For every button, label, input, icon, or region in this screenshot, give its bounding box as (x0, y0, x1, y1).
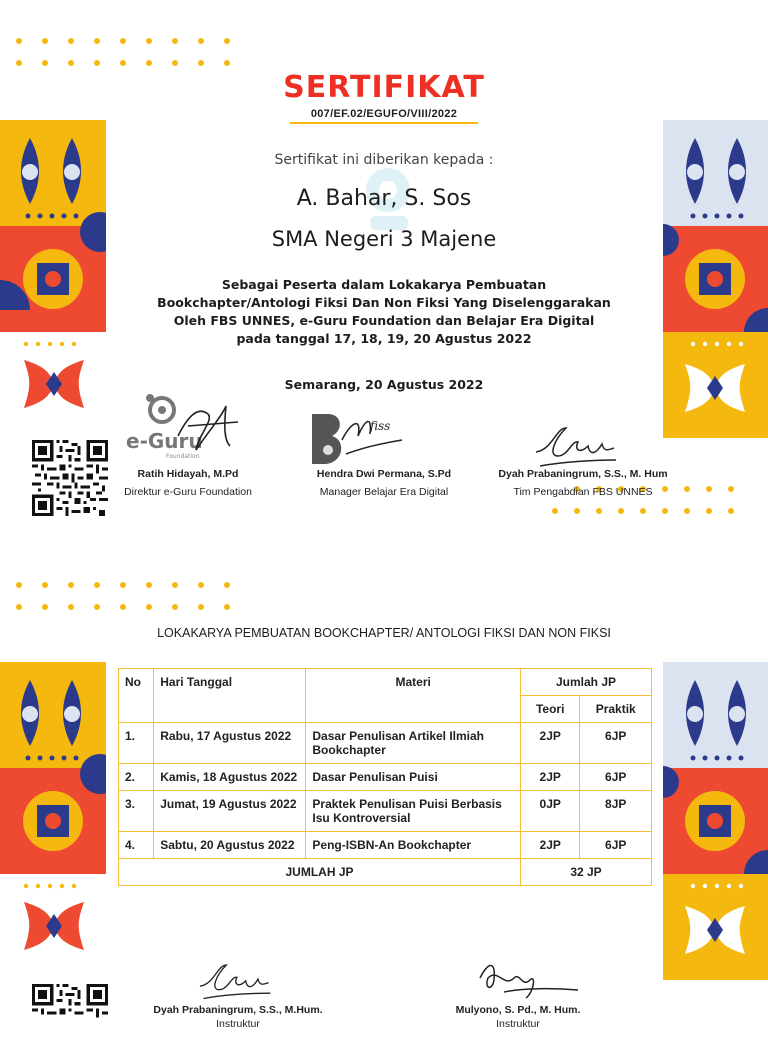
description-line: pada tanggal 17, 18, 19, 20 Agustus 2022 (236, 331, 532, 346)
description-line: Bookchapter/Antologi Fiksi Dan Non Fiksi Yang Diselenggarakan (157, 295, 611, 310)
decor-dots-top-left (16, 38, 230, 66)
watermark-logo (340, 150, 440, 290)
instructor-name: Dyah Prabaningrum, S.S., M.Hum. (153, 1004, 323, 1016)
total-value: 32 JP (521, 859, 652, 886)
instructor-signature-1 (196, 958, 276, 1002)
table-header-row (119, 669, 652, 696)
table-row (119, 791, 652, 832)
cell-practice: 6JP (580, 723, 652, 764)
signatory-name: Ratih Hidayah, M.Pd (137, 468, 239, 480)
schedule-page (0, 560, 768, 1030)
signature-1 (168, 396, 248, 462)
qr-code (32, 440, 108, 516)
signatory-role: Manager Belajar Era Digital (319, 486, 449, 498)
instructor-2 (418, 1004, 618, 1030)
cell-practice: 6JP (580, 764, 652, 791)
col-header-jp: Jumlah JP (521, 669, 652, 696)
place-date: Semarang, 20 Agustus 2022 (284, 377, 484, 392)
instructor-1 (138, 1004, 338, 1030)
col-header-material: Materi (306, 669, 521, 723)
cell-theory: 0JP (521, 791, 580, 832)
cell-date: Sabtu, 20 Agustus 2022 (154, 832, 306, 859)
table-row (119, 764, 652, 791)
cell-no: 3. (119, 791, 154, 832)
cell-date: Jumat, 19 Agustus 2022 (154, 791, 306, 832)
table-total-row (119, 859, 652, 886)
signatory-1 (100, 468, 276, 498)
cell-theory: 2JP (521, 723, 580, 764)
svg-text:e-Guru: e-Guru (126, 429, 203, 453)
cell-theory: 2JP (521, 764, 580, 791)
recipient-name: A. Bahar, S. Sos (296, 186, 472, 211)
col-header-theory: Teori (521, 696, 580, 723)
svg-text:Foundation: Foundation (166, 453, 200, 460)
signatory-name: Dyah Prabaningrum, S.S., M. Hum (498, 468, 668, 480)
signatory-3 (486, 468, 680, 498)
cell-material: Dasar Penulisan Artikel Ilmiah Bookchapter (306, 723, 521, 764)
instructor-name: Mulyono, S. Pd., M. Hum. (455, 1004, 581, 1016)
col-header-practice: Praktik (580, 696, 652, 723)
signatory-role: Tim Pengabdian FBS UNNES (513, 486, 653, 498)
cell-no: 1. (119, 723, 154, 764)
cell-practice: 8JP (580, 791, 652, 832)
schedule-title: LOKAKARYA PEMBUATAN BOOKCHAPTER/ ANTOLOGI FIKSI DAN NON FIKSI (157, 626, 611, 640)
col-header-no: No (119, 669, 154, 723)
recipient-school: SMA Negeri 3 Majene (271, 227, 497, 251)
signatory-name: Hendra Dwi Permana, S.Pd (316, 468, 452, 480)
cell-theory: 2JP (521, 832, 580, 859)
total-label: JUMLAH JP (119, 859, 521, 886)
decor-panel-right (663, 662, 768, 980)
cell-no: 2. (119, 764, 154, 791)
cell-date: Kamis, 18 Agustus 2022 (154, 764, 306, 791)
cell-no: 4. (119, 832, 154, 859)
description-line: Sebagai Peserta dalam Lokakarya Pembuatan (221, 277, 547, 292)
qr-code (32, 984, 108, 1060)
signature-3 (532, 420, 622, 470)
signatory-2 (296, 468, 472, 498)
signatory-role: Direktur e-Guru Foundation (124, 486, 252, 498)
decor-panel-left (0, 662, 106, 962)
cell-material: Peng-ISBN-An Bookchapter (306, 832, 521, 859)
cell-practice: 6JP (580, 832, 652, 859)
table-row (119, 832, 652, 859)
instructor-role: Instruktur (496, 1018, 540, 1030)
certificate-number: 007/EF.02/EGUFO/VIII/2022 (290, 108, 478, 124)
certificate-title: SERTIFIKAT (283, 70, 485, 105)
schedule-table (118, 668, 652, 886)
table-row (119, 723, 652, 764)
description-line: Oleh FBS UNNES, e-Guru Foundation dan Belajar Era Digital (173, 313, 595, 328)
cell-date: Rabu, 17 Agustus 2022 (154, 723, 306, 764)
instructor-signature-2 (474, 958, 584, 1002)
svg-text:fiss: fiss (370, 419, 391, 433)
cell-material: Praktek Penulisan Puisi Berbasis Isu Kontroversial (306, 791, 521, 832)
certificate-description (0, 276, 768, 348)
cell-material: Dasar Penulisan Puisi (306, 764, 521, 791)
given-to-label: Sertifikat ini diberikan kepada : (274, 152, 494, 168)
bed-logo-signature (306, 410, 416, 474)
decor-dots-top-left (16, 582, 230, 610)
col-header-date: Hari Tanggal (154, 669, 306, 723)
instructor-role: Instruktur (216, 1018, 260, 1030)
